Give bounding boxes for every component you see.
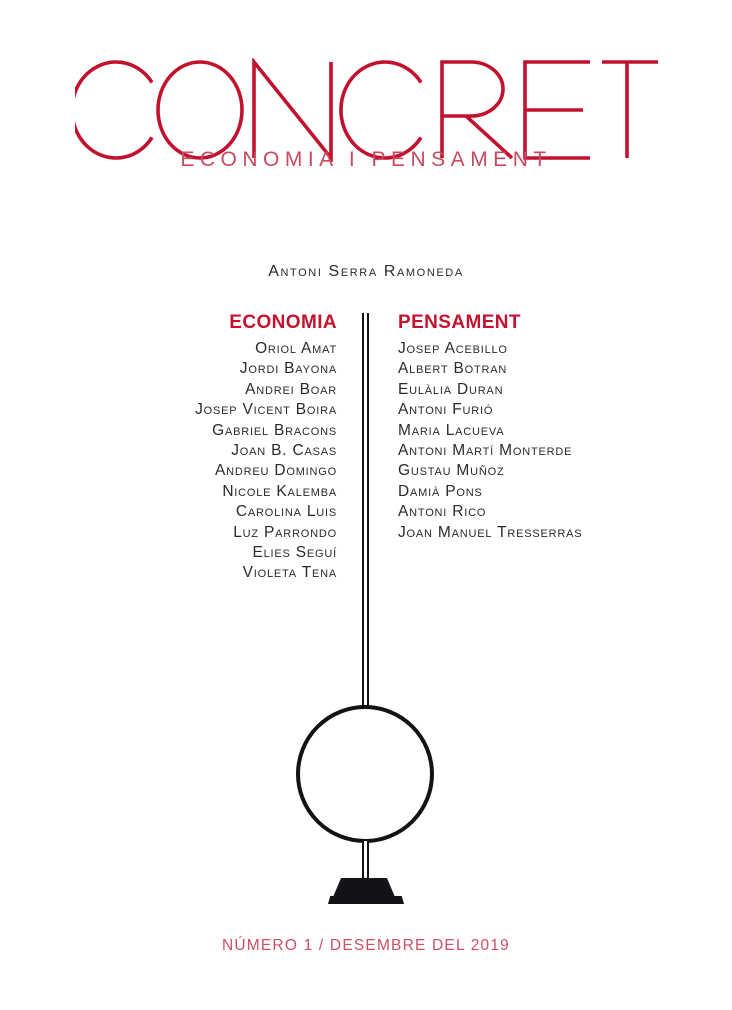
list-item: Joan Manuel Tresserras — [398, 523, 583, 541]
title-lettering — [75, 58, 665, 162]
column-header-pensament: PENSAMENT — [398, 312, 521, 333]
list-item: Andreu Domingo — [215, 462, 337, 480]
list-item: Josep Vicent Boira — [195, 401, 337, 419]
list-item: Josep Acebillo — [398, 340, 508, 357]
subtitle: ECONOMIA I PENSAMENT — [180, 148, 552, 171]
column-header-economia: ECONOMIA — [229, 312, 337, 333]
page-title — [0, 0, 1, 1]
list-item: Gustau Muñoz — [398, 462, 505, 480]
list-item: Oriol Amat — [255, 340, 337, 357]
list-item: Elies Seguí — [252, 544, 337, 562]
pendulum-base-block — [333, 878, 395, 897]
list-item: Violeta Tena — [242, 564, 337, 582]
list-item: Jordi Bayona — [239, 360, 337, 378]
letter-C — [75, 62, 152, 158]
column-pensament — [398, 311, 658, 543]
list-item: Antoni Furió — [398, 401, 494, 419]
pendulum-rod-upper — [362, 313, 369, 706]
list-item: Eulàlia Duran — [398, 380, 504, 398]
list-item: Antoni Martí Monterde — [398, 442, 573, 460]
letter-O — [158, 62, 242, 158]
pensament-name-list — [398, 339, 658, 543]
letter-T — [602, 62, 658, 158]
pendulum-rod-lower — [362, 841, 369, 880]
list-item: Nicole Kalemba — [222, 482, 337, 500]
list-item: Carolina Luis — [235, 503, 337, 521]
list-item: Antoni Rico — [398, 503, 487, 521]
economia-name-list — [77, 339, 337, 584]
list-item: Damià Pons — [398, 482, 483, 500]
list-item: Joan B. Casas — [231, 442, 337, 460]
letter-R — [442, 62, 512, 158]
pendulum-circle — [296, 705, 434, 843]
list-item: Maria Lacueva — [398, 421, 505, 439]
letter-C2 — [341, 62, 421, 158]
letter-N — [254, 62, 331, 158]
list-item: Gabriel Bracons — [212, 421, 337, 439]
pendulum-base-slab — [328, 896, 404, 904]
list-item: Luz Parrondo — [233, 523, 337, 541]
author-name: Antoni Serra Ramoneda — [268, 263, 464, 280]
list-item: Albert Botran — [398, 360, 508, 378]
column-economia — [77, 311, 337, 584]
issue-info: NÚMERO 1 / DESEMBRE DEL 2019 — [222, 937, 510, 954]
letter-E — [525, 62, 590, 158]
list-item: Andrei Boar — [245, 380, 337, 398]
